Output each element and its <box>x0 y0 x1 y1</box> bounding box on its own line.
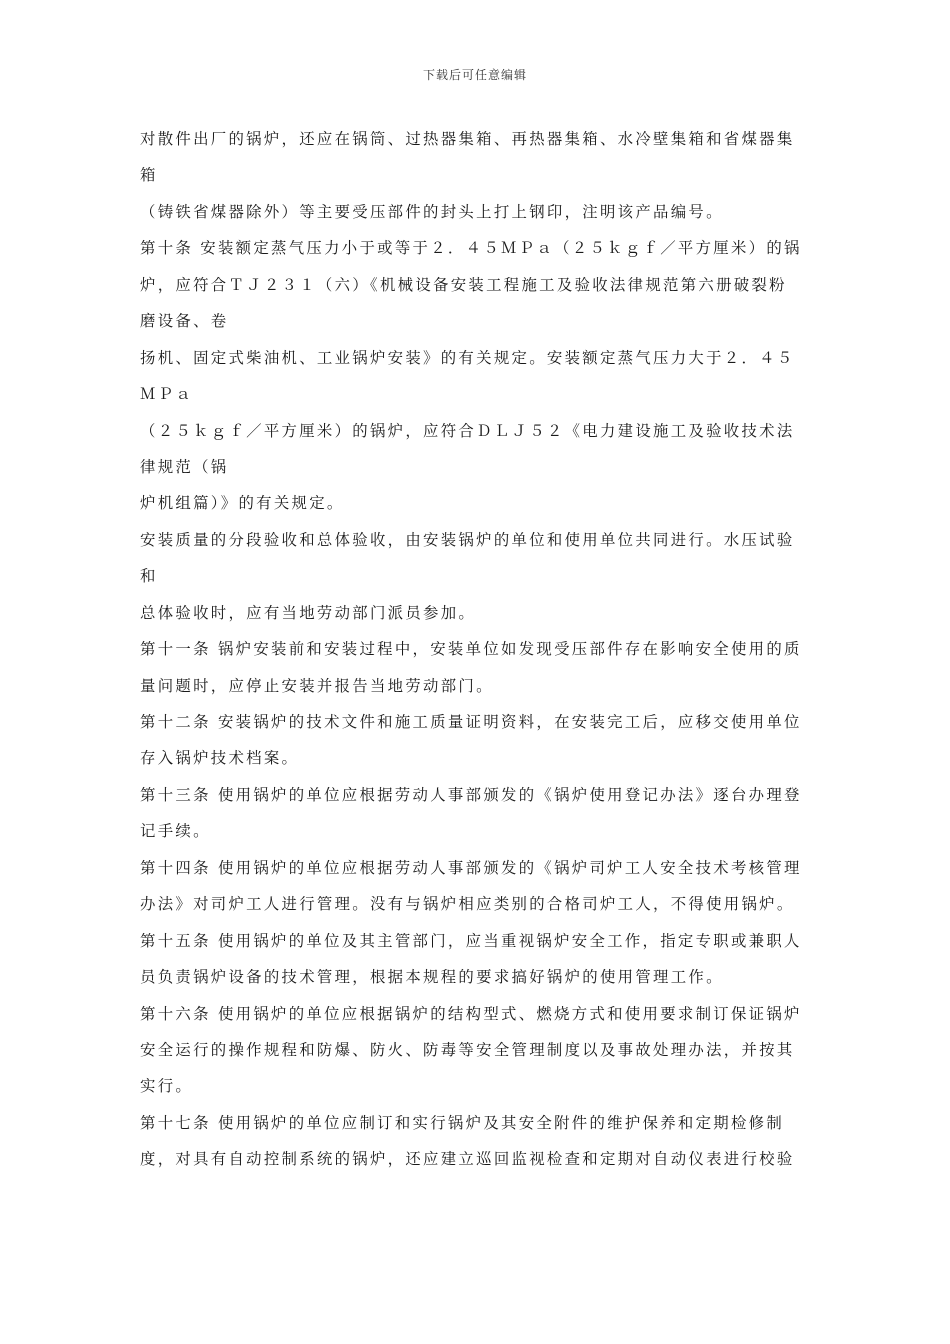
text-line: 第十二条 安装锅炉的技术文件和施工质量证明资料，在安装完工后，应移交使用单位 <box>140 713 802 731</box>
text-line: 第十七条 使用锅炉的单位应制订和实行锅炉及其安全附件的维护保养和定期检修制 <box>140 1113 785 1132</box>
text-line: （２５ｋｇｆ／平方厘米）的锅炉，应符合ＤＬＪ５２《电力建设施工及验收技术法 <box>140 421 795 440</box>
text-line: 扬机、固定式柴油机、工业锅炉安装》的有关规定。安装额定蒸气压力大于２．４５ <box>140 348 795 367</box>
text-line: 安装质量的分段验收和总体验收，由安装锅炉的单位和使用单位共同进行。水压试验 <box>140 530 795 549</box>
text-line: 办法》对司炉工人进行管理。没有与锅炉相应类别的合格司炉工人，不得使用锅炉。 <box>140 895 795 914</box>
text-line: 炉，应符合ＴＪ２３１（六）《机械设备安装工程施工及验收法律规范第六册破裂粉 <box>140 275 787 294</box>
text-line: 对散件出厂的锅炉，还应在锅筒、过热器集箱、再热器集箱、水冷壁集箱和省煤器集 <box>140 130 795 148</box>
text-line: （铸铁省煤器除外）等主要受压部件的封头上打上钢印，注明该产品编号。 <box>140 202 724 221</box>
text-line: ＭＰａ <box>140 385 194 404</box>
page-header: 下载后可任意编辑 <box>422 68 527 82</box>
text-line: 存入锅炉技术档案。 <box>140 749 300 768</box>
text-line: 第十一条 锅炉安装前和安装过程中，安装单位如发现受压部件存在影响安全使用的质 <box>140 640 802 659</box>
text-line: 量问题时，应停止安装并报告当地劳动部门。 <box>140 676 494 695</box>
text-line: 磨设备、卷 <box>140 312 229 331</box>
text-line: 第十六条 使用锅炉的单位应根据锅炉的结构型式、燃烧方式和使用要求制订保证锅炉 <box>140 1004 802 1023</box>
text-line: 第十条 安装额定蒸气压力小于或等于２．４５ＭＰａ（２５ｋｇｆ／平方厘米）的锅 <box>140 239 802 258</box>
text-line: 箱 <box>140 166 158 185</box>
text-line: 炉机组篇）》的有关规定。 <box>140 494 345 513</box>
text-line: 第十三条 使用锅炉的单位应根据劳动人事部颁发的《锅炉使用登记办法》逐台办理登 <box>140 785 802 804</box>
text-line: 安全运行的操作规程和防爆、防火、防毒等安全管理制度以及事故处理办法，并按其 <box>140 1040 795 1059</box>
text-line: 员负责锅炉设备的技术管理，根据本规程的要求搞好锅炉的使用管理工作。 <box>140 968 724 987</box>
text-line: 第十五条 使用锅炉的单位及其主管部门，应当重视锅炉安全工作，指定专职或兼职人 <box>140 931 802 950</box>
text-line: 记手续。 <box>140 822 211 841</box>
text-line: 第十四条 使用锅炉的单位应根据劳动人事部颁发的《锅炉司炉工人安全技术考核管理 <box>140 858 802 877</box>
document-body <box>140 121 830 1178</box>
text-line: 总体验收时，应有当地劳动部门派员参加。 <box>140 603 477 622</box>
text-line: 度，对具有自动控制系统的锅炉，还应建立巡回监视检查和定期对自动仪表进行校验 <box>140 1150 795 1169</box>
text-line: 实行。 <box>140 1077 194 1096</box>
text-line: 和 <box>140 567 158 586</box>
text-line: 律规范（锅 <box>140 457 229 476</box>
